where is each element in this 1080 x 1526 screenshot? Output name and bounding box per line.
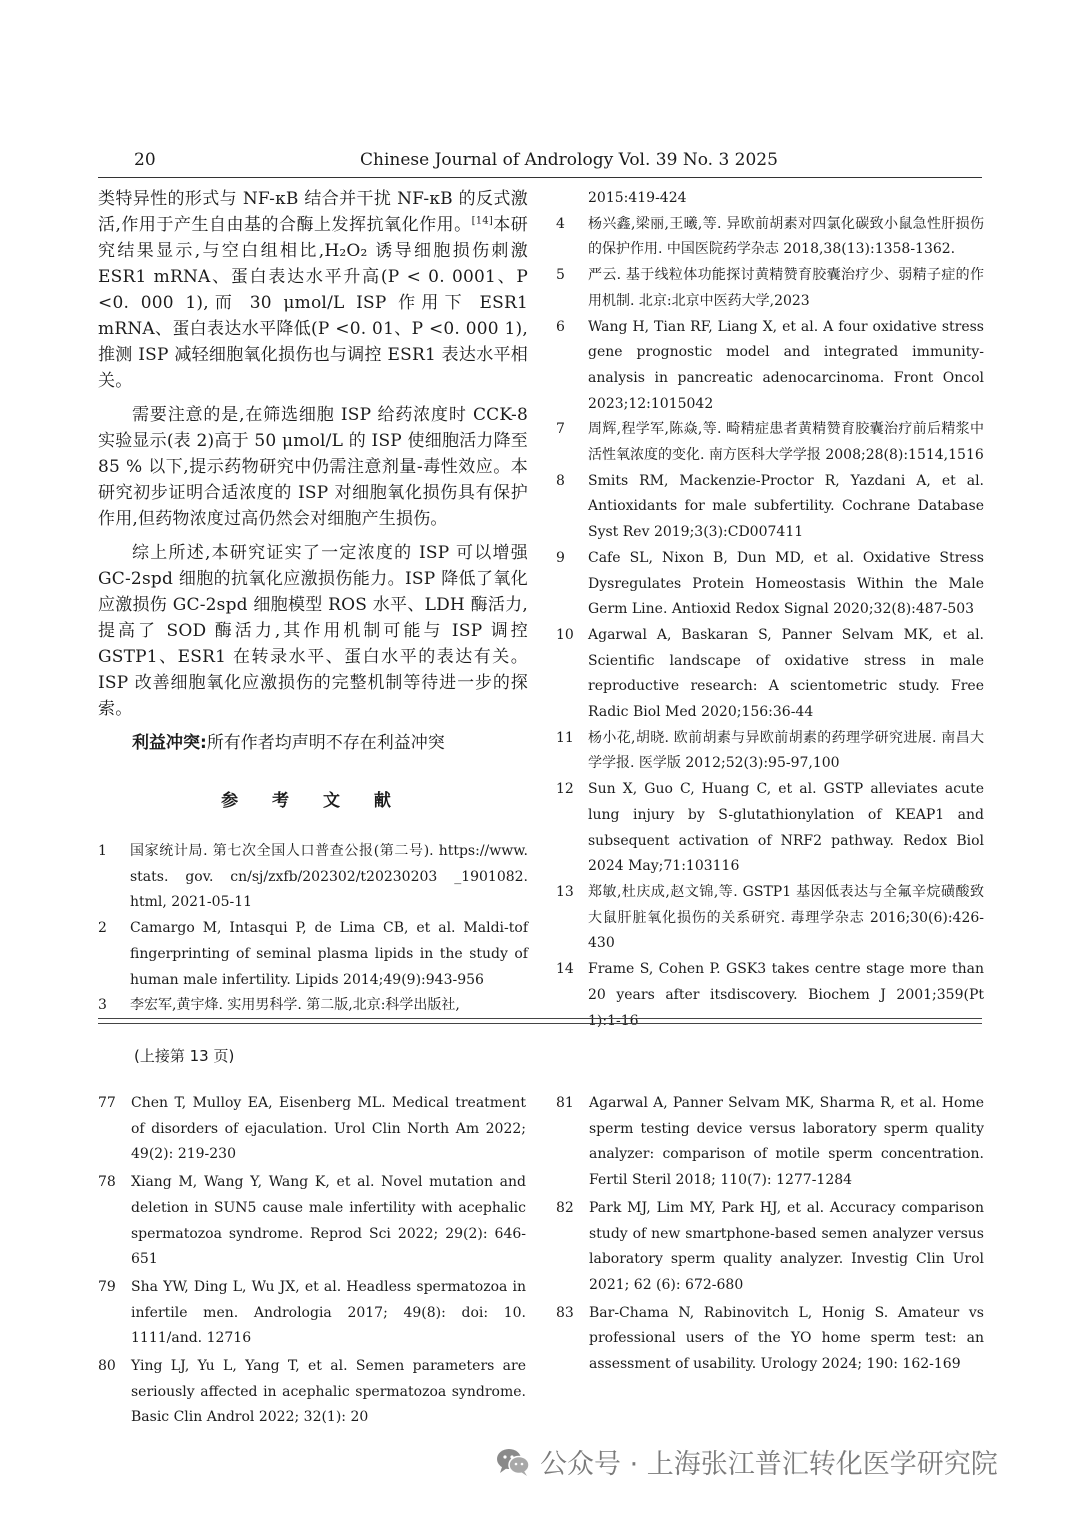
section-divider-top	[98, 1018, 982, 1019]
bottom-references-left	[98, 1091, 526, 1433]
references-list-right	[556, 212, 984, 1035]
continued-from-label: (上接第 13 页)	[134, 1047, 235, 1065]
conflict-of-interest	[98, 730, 528, 756]
reference-number: 78	[98, 1174, 116, 1191]
reference-text: Sun X, Guo C, Huang C, et al. GSTP alleviates acute lung injury by S-glutathionylation of KEAP1 and subsequent activation of NRF2 pathway. Redox Biol 2024 May;71:103116	[588, 781, 984, 875]
reference-number: 3	[98, 997, 107, 1014]
reference-item	[556, 623, 984, 726]
reference-number: 10	[556, 626, 574, 643]
references-list-left	[98, 839, 528, 1019]
reference-text: Sha YW, Ding L, Wu JX, et al. Headless spermatozoa in infertile men. Andrologia 2017; 49(8): doi: 10. 1111/and. 12716	[131, 1278, 526, 1347]
reference-item	[556, 212, 984, 263]
reference-item	[98, 839, 528, 916]
reference-number: 11	[556, 729, 574, 746]
reference-item	[556, 469, 984, 546]
bottom-references-right	[556, 1091, 984, 1380]
right-column	[556, 186, 984, 1034]
reference-number: 82	[556, 1199, 574, 1216]
watermark	[496, 1442, 998, 1481]
reference-text: Frame S, Cohen P. GSK3 takes centre stage more than 20 years after itsdiscovery. Biochem J 2001;359(Pt 1):1-16	[588, 961, 984, 1029]
reference-item	[98, 916, 528, 993]
wechat-icon	[496, 1447, 530, 1477]
reference-item	[556, 1196, 984, 1299]
reference-text: Camargo M, Intasqui P, de Lima CB, et al. Maldi-tof fingerprinting of seminal plasma lipids in the study of human male infertility. Lipids 2014;49(9):943-956	[130, 920, 528, 988]
reference-text: Ying LJ, Yu L, Yang T, et al. Semen parameters are seriously affected in acephalic spermatozoa syndrome. Basic Clin Androl 2022; 32(1): 20	[131, 1358, 526, 1426]
reference-item	[556, 880, 984, 957]
reference-number: 79	[98, 1278, 116, 1295]
reference-text: Wang H, Tian RF, Liang X, et al. A four oxidative stress gene prognostic model and integrated immunity-analysis in pancreatic adenocarcinoma. Front Oncol 2023;12:1015042	[588, 318, 984, 412]
reference-item	[556, 1091, 984, 1194]
reference-item	[556, 726, 984, 777]
reference-item	[556, 777, 984, 880]
reference-text: 周辉,程学军,陈焱,等. 畸精症患者黄精赞育胶囊治疗前后精浆中活性氧浓度的变化. 南方医科大学学报 2008;28(8):1514,1516	[588, 421, 984, 464]
reference-text: Chen T, Mulloy EA, Eisenberg ML. Medical treatment of disorders of ejaculation. Urol Clin North Am 2022; 49(2): 219-230	[131, 1095, 526, 1163]
page-number: 20	[134, 150, 156, 170]
reference-item	[556, 1301, 984, 1378]
reference-text: 国家统计局. 第七次全国人口普查公报(第二号). https://www. stats. gov. cn/sj/zxfb/202302/t20230203 _1901082. html, 2021-05-11	[130, 843, 528, 911]
reference-text: Agarwal A, Panner Selvam MK, Sharma R, et al. Home sperm testing device versus laboratory sperm quality analyzer: comparison of motile sperm concentration. Fertil Steril 2018; 110(7): 1277-1284	[589, 1095, 984, 1189]
reference-text: Xiang M, Wang Y, Wang K, et al. Novel mutation and deletion in SUN5 cause male infertility with acephalic spermatozoa syndrome. Reprod Sci 2022; 29(2): 646-651	[131, 1174, 526, 1268]
references-heading: 参 考 文 献	[221, 791, 405, 811]
reference-number: 81	[556, 1095, 574, 1111]
reference-number: 8	[556, 472, 565, 489]
reference-number: 14	[556, 961, 574, 978]
reference-number: 83	[556, 1304, 574, 1321]
reference-item	[98, 1275, 526, 1352]
section-divider-bottom	[98, 1023, 982, 1024]
reference-text: Bar-Chama N, Rabinovitch L, Honig S. Amateur vs professional users of the YO home sperm test: an assessment of usability. Urology 2024; 190: 162-169	[589, 1304, 984, 1373]
paragraph-1-continued: 本研究结果显示,与空白组相比,H₂O₂ 诱导细胞损伤刺激 ESR1 mRNA、蛋白表达水平升高(P < 0. 0001、P <0. 000 1),而 30 μmol/L ISP 作用下 ESR1 mRNA、蛋白表达水平降低(P <0. 01、P <0. 000 1),推测 ISP 减轻细胞氧化损伤也与调控 ESR1 表达水平相关。	[98, 215, 528, 391]
reference-item	[556, 263, 984, 314]
reference-text: 李宏军,黄宇烽. 实用男科学. 第二版,北京:科学出版社,	[130, 997, 460, 1014]
coi-label: 利益冲突:	[132, 733, 207, 753]
reference-continuation: 2015:419-424	[588, 190, 687, 206]
reference-text: Park MJ, Lim MY, Park HJ, et al. Accuracy comparison study of new smartphone-based semen analyzer versus laboratory sperm quality analyzer. Investig Clin Urol 2021; 62 (6): 672-680	[589, 1199, 984, 1293]
reference-text: 严云. 基于线粒体功能探讨黄精赞育胶囊治疗少、弱精子症的作用机制. 北京:北京中医药大学,2023	[588, 267, 984, 309]
reference-item	[98, 1091, 526, 1168]
header-rule	[98, 177, 982, 178]
reference-number: 2	[98, 920, 107, 937]
reference-text: Smits RM, Mackenzie-Proctor R, Yazdani A, et al. Antioxidants for male subfertility. Cochrane Database Syst Rev 2019;3(3):CD007411	[588, 472, 984, 541]
paragraph-1-text: 类特异性的形式与 NF-κB 结合并干扰 NF-κB 的反式激活,作用于产生自由基的合酶上发挥抗氧化作用。	[98, 189, 528, 235]
journal-title: Chinese Journal of Andrology Vol. 39 No. 3 2025	[360, 150, 778, 170]
reference-item	[98, 993, 528, 1019]
reference-item	[98, 1170, 526, 1273]
reference-number: 9	[556, 549, 565, 566]
reference-number: 80	[98, 1358, 116, 1375]
reference-number: 13	[556, 883, 574, 900]
body-paragraph-1	[98, 186, 528, 394]
body-paragraph-3: 综上所述,本研究证实了一定浓度的 ISP 可以增强 GC-2spd 细胞的抗氧化应激损伤能力。ISP 降低了氧化应激损伤 GC-2spd 细胞模型 ROS 水平、LDH 酶活力,提高了 SOD 酶活力,其作用机制可能与 ISP 调控 GSTP1、ESR1 在转录水平、蛋白水平的表达有关。ISP 改善细胞氧化应激损伤的完整机制等待进一步的探索。	[98, 543, 528, 719]
reference-text: 杨小花,胡晓. 欧前胡素与异欧前胡素的药理学研究进展. 南昌大学学报. 医学版 2012;52(3):95-97,100	[588, 729, 984, 772]
reference-text: Cafe SL, Nixon B, Dun MD, et al. Oxidative Stress Dysregulates Protein Homeostasis Within the Male Germ Line. Antioxid Redox Signal 2020;32(8):487-503	[588, 549, 984, 618]
reference-number: 77	[98, 1095, 116, 1111]
coi-text: 所有作者均声明不存在利益冲突	[206, 733, 445, 753]
left-column	[98, 186, 528, 1019]
body-paragraph-2: 需要注意的是,在筛选细胞 ISP 给药浓度时 CCK-8 实验显示(表 2)高于 50 μmol/L 的 ISP 使细胞活力降至85 % 以下,提示药物研究中仍需注意剂量-毒性效应。本研究初步证明合适浓度的 ISP 对细胞氧化损伤具有保护作用,但药物浓度过高仍然会对细胞产生损伤。	[98, 405, 528, 529]
watermark-text: 公众号 · 上海张江普汇转化医学研究院	[540, 1449, 998, 1480]
reference-item	[556, 417, 984, 468]
reference-number: 7	[556, 421, 565, 438]
reference-text: 郑敏,杜庆成,赵文锦,等. GSTP1 基因低表达与全氟辛烷磺酸致大鼠肝脏氧化损伤的关系研究. 毒理学杂志 2016;30(6):426-430	[588, 883, 984, 952]
reference-text: Agarwal A, Baskaran S, Panner Selvam MK, et al. Scientific landscape of oxidative stress in male reproductive research: A scientometric study. Free Radic Biol Med 2020;156:36-44	[588, 626, 984, 721]
citation-superscript[interactable]: [14]	[471, 215, 493, 227]
reference-number: 6	[556, 318, 565, 335]
reference-text: 杨兴鑫,梁丽,王曦,等. 异欧前胡素对四氯化碳致小鼠急性肝损伤的保护作用. 中国医院药学杂志 2018,38(13):1358-1362.	[588, 215, 984, 258]
reference-number: 5	[556, 267, 565, 284]
reference-number: 12	[556, 781, 574, 798]
reference-item	[556, 546, 984, 623]
reference-number: 4	[556, 215, 565, 232]
reference-item	[556, 315, 984, 418]
reference-number: 1	[98, 843, 107, 859]
reference-item	[98, 1354, 526, 1431]
